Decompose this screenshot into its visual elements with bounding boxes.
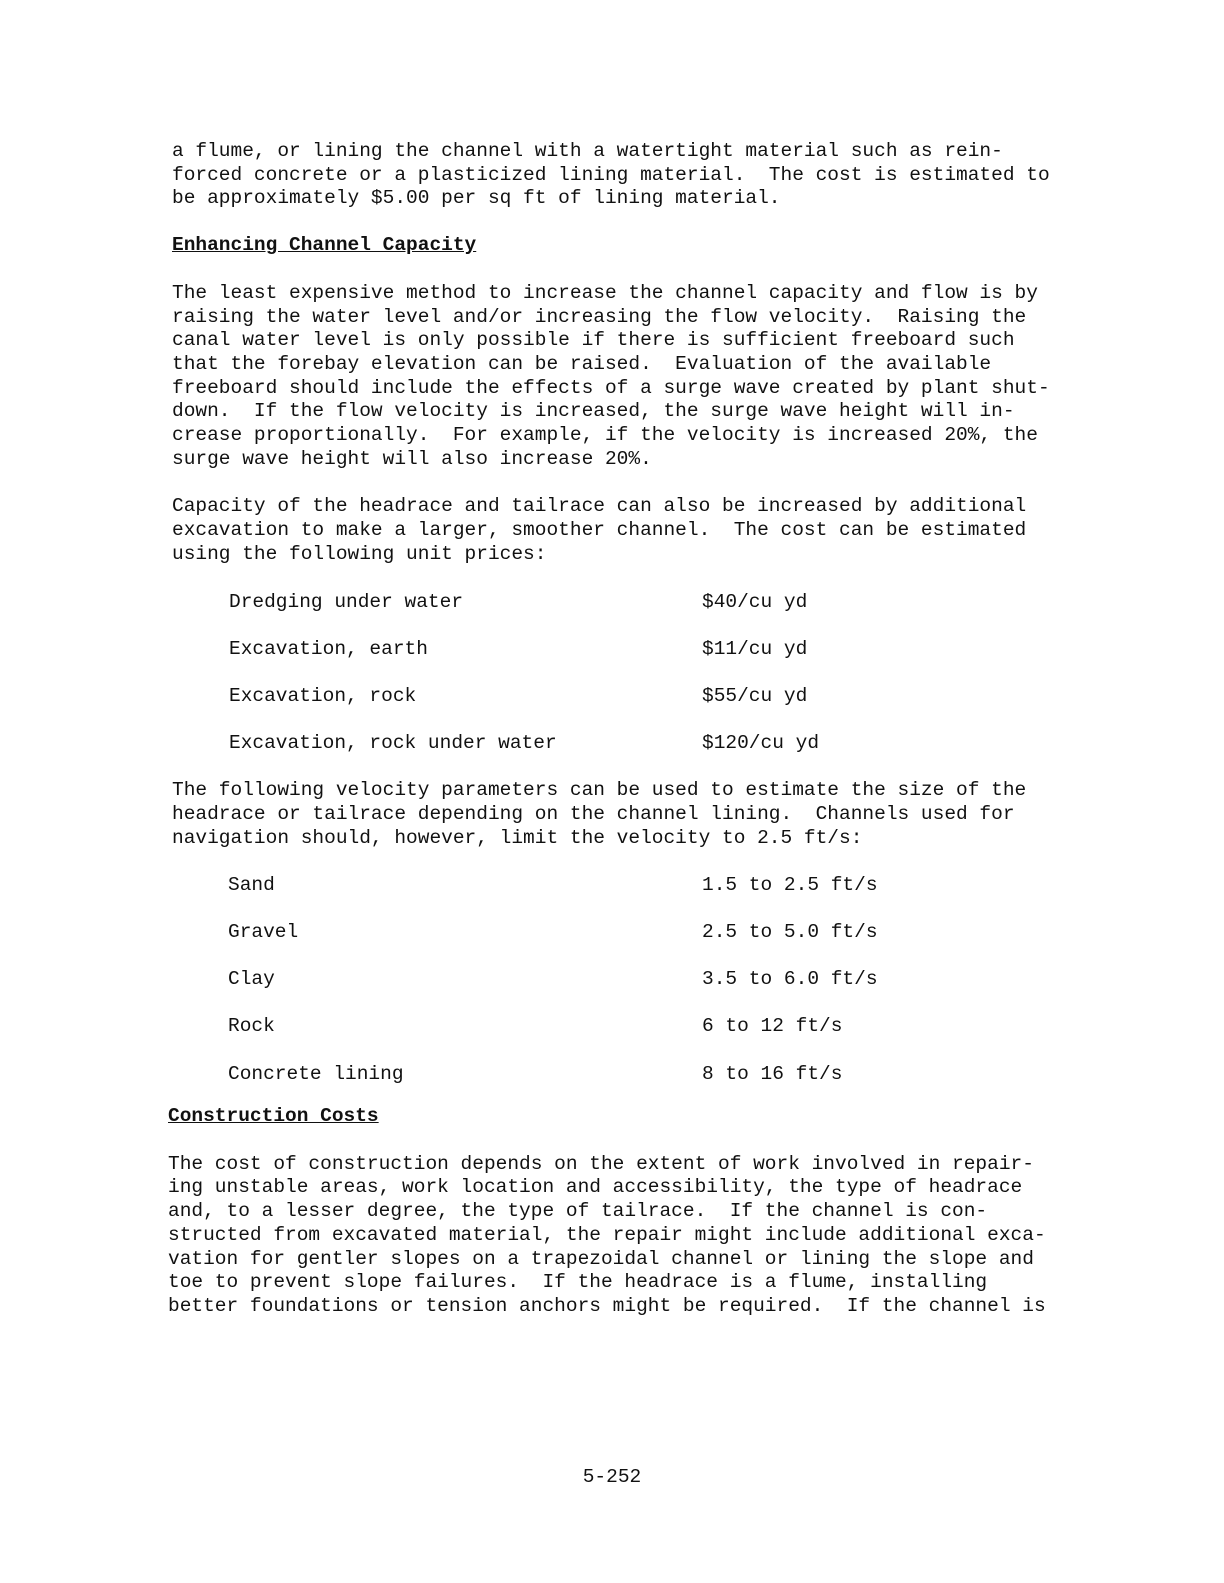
text-line: crease proportionally. For example, if the velocity is increased 20%, the xyxy=(172,424,1038,447)
capacity-paragraph-2 xyxy=(172,495,1072,566)
text-line: that the forebay elevation can be raised. Evaluation of the available xyxy=(172,352,992,375)
velocity-range: 8 to 16 ft/s xyxy=(702,1062,843,1085)
text-line: and, to a lesser degree, the type of tailrace. If the channel is con- xyxy=(168,1200,988,1223)
table-row xyxy=(172,591,1072,638)
text-line: forced concrete or a plasticized lining material. The cost is estimated to xyxy=(172,163,1050,186)
unit-price-value: $40/cu yd xyxy=(702,590,808,613)
text-line: raising the water level and/or increasing the flow velocity. Raising the xyxy=(172,305,1027,328)
table-row xyxy=(172,732,1072,779)
unit-price-item: Excavation, earth xyxy=(229,637,428,660)
table-row xyxy=(172,968,1072,1015)
table-row xyxy=(172,1015,1072,1062)
lining-material: Clay xyxy=(228,968,275,991)
text-line: excavation to make a larger, smoother channel. The cost can be estimated xyxy=(172,519,1027,542)
page-number: 5-252 xyxy=(582,1466,642,1488)
text-line: The cost of construction depends on the extent of work involved in repair- xyxy=(168,1152,1034,1175)
table-row xyxy=(172,874,1072,921)
unit-price-value: $120/cu yd xyxy=(702,732,820,755)
table-row xyxy=(172,921,1072,968)
unit-price-item: Excavation, rock xyxy=(229,685,417,708)
intro-paragraph xyxy=(172,140,1072,211)
unit-price-item: Excavation, rock under water xyxy=(229,732,557,755)
unit-prices-table xyxy=(172,591,1072,780)
text-line: vation for gentler slopes on a trapezoidal channel or lining the slope and xyxy=(168,1247,1034,1270)
unit-price-value: $11/cu yd xyxy=(702,637,808,660)
velocity-range: 2.5 to 5.0 ft/s xyxy=(702,920,878,943)
velocity-table xyxy=(172,874,1072,1110)
unit-price-item: Dredging under water xyxy=(229,590,464,613)
construction-paragraph-1 xyxy=(168,1153,1072,1319)
lining-material: Concrete lining xyxy=(228,1062,404,1085)
velocity-range: 3.5 to 6.0 ft/s xyxy=(702,968,878,991)
text-line: canal water level is only possible if there is sufficient freeboard such xyxy=(172,329,1015,352)
lining-material: Rock xyxy=(228,1015,275,1038)
unit-price-value: $55/cu yd xyxy=(702,685,808,708)
text-line: Capacity of the headrace and tailrace can also be increased by additional xyxy=(172,495,1027,518)
table-row xyxy=(172,638,1072,685)
velocity-range: 6 to 12 ft/s xyxy=(702,1015,843,1038)
table-row xyxy=(172,685,1072,732)
text-line: The following velocity parameters can be used to estimate the size of the xyxy=(172,779,1027,802)
text-line: navigation should, however, limit the velocity to 2.5 ft/s: xyxy=(172,826,863,849)
text-line: be approximately $5.00 per sq ft of lining material. xyxy=(172,187,781,210)
text-line: a flume, or lining the channel with a watertight material such as rein- xyxy=(172,140,1003,162)
text-line: toe to prevent slope failures. If the headrace is a flume, installing xyxy=(168,1271,988,1294)
lining-material: Sand xyxy=(228,873,275,896)
section-heading-capacity: Enhancing Channel Capacity xyxy=(172,234,477,257)
text-line: structed from excavated material, the repair might include additional exca- xyxy=(168,1223,1046,1246)
text-line: The least expensive method to increase the channel capacity and flow is by xyxy=(172,281,1038,304)
capacity-paragraph-3 xyxy=(172,779,1072,850)
section-heading-construction: Construction Costs xyxy=(168,1105,379,1128)
document-page xyxy=(168,140,1072,1319)
text-line: headrace or tailrace depending on the channel lining. Channels used for xyxy=(172,803,1015,826)
lining-material: Gravel xyxy=(228,920,299,943)
text-line: better foundations or tension anchors might be required. If the channel is xyxy=(168,1294,1046,1317)
text-line: freeboard should include the effects of a surge wave created by plant shut- xyxy=(172,376,1050,399)
velocity-range: 1.5 to 2.5 ft/s xyxy=(702,873,878,896)
capacity-paragraph-1 xyxy=(172,282,1072,472)
text-line: ing unstable areas, work location and accessibility, the type of headrace xyxy=(168,1176,1023,1199)
text-line: surge wave height will also increase 20%. xyxy=(172,447,652,470)
text-line: using the following unit prices: xyxy=(172,542,547,565)
table-row xyxy=(172,1063,1072,1110)
text-line: down. If the flow velocity is increased, the surge wave height will in- xyxy=(172,400,1015,423)
